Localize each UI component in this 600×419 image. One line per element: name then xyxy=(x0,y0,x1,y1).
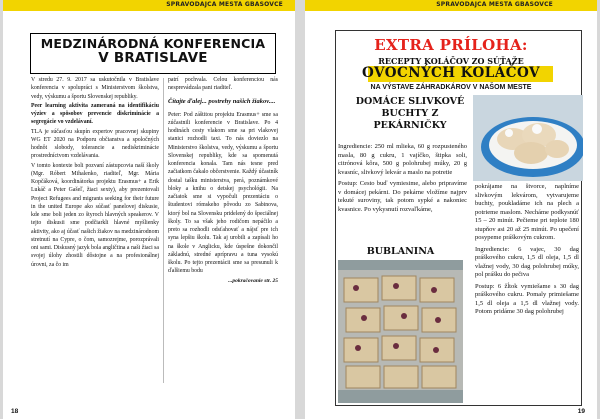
left-header-bar xyxy=(3,0,295,11)
exhibit-line: NA VÝSTAVE ZÁHRADKÁROV V NAŠOM MESTE xyxy=(370,84,532,91)
buns-photo xyxy=(473,95,583,181)
article-paragraph: Peer learning aktivita zameraná na identifikáciu výziev a spôsobov prevencie diskriminácie a segregácie vo vzdelávaní. xyxy=(31,102,159,126)
column-divider xyxy=(163,78,164,383)
recipe1-process: Postup: Cesto buď vymiesime, alebo pripravíme v domácej pekárni. Do pekárne vložíme najprv tekuté suroviny, tak potom sypké a nakoniec kvasnice. Po vykysnutí rozvaľkáme, xyxy=(338,180,467,213)
article-title-line2: V BRATISLAVE xyxy=(98,50,208,66)
article-title-line1: MEDZINÁRODNÁ KONFERENCIA xyxy=(40,36,266,51)
recipe-column-2 xyxy=(475,183,579,320)
continued-note: ...pokračovanie str. 25 xyxy=(228,277,278,284)
right-page xyxy=(305,0,597,419)
recipe1-text xyxy=(338,143,467,217)
article-paragraph: V stredu 27. 9. 2017 sa uskutočnila v Bratislave konferencia v spolupráci s Ministerstvom školstva, vedy, výskumu a športu Slovenskej republiky. xyxy=(31,77,159,100)
article-paragraph: Peter: Pod záštitou projektu Erasmus+ sme sa zúčastnili konferencie v Bratislave. Po 4 hodinách cesty vlakom sme sa pri vlakovej stanici rozhodli taxi. To nás doviezlo na Ministerstvo školstva, vedy, výskumu a športu Slovenskej republiky, kde sa spomenutá konferencia konala. Tam nás tesne pred začiatkom čakalo občerstvenie. Každý účastník dostal tašku ministerstva, perá, poznámkové bloky a knihu o detskej psychológii. Na začiatok sme si vypočuli prezentáciu o študentovi rómskeho pôvodu zo Sabinova, ktorý bol na Slovensku pridelený do špeciálnej školy. To sa však jeho rodičom nepáčilo a preto sa rozhodli odsťahovať a nájsť pre ich syna lepšiu školu. Tak aj urobili a zapísali ho na škole v Anglicku, kde úspešne dokončil základnú, stredné aprípravu a tuna vysokú školu. Po tejto prezentácii sme sa presunuli k ďalšiemu bodu xyxy=(168,111,278,275)
right-header-bar xyxy=(305,0,597,11)
recipe2-process: Postup: 6 žĺtok vymiešame s 30 dag práškového cukru. Pomaly primiešame 1,5 dl oleja a 1,5 dl vlažnej vody. Potom pridáme 30 dag polohrubej xyxy=(475,282,579,315)
cake-photo xyxy=(338,260,463,403)
extra-heading: EXTRA PRÍLOHA: xyxy=(374,36,528,54)
article-paragraph: patrí pochvala. Celou konferenciou nás nesprevádzala pani riaditeľ. xyxy=(168,77,278,92)
right-header-text: SPRAVODAJCA MESTA GBASOVCE xyxy=(436,1,553,8)
recipes-subheading: RECEPTY KOLÁČOV ZO SÚŤAŽE xyxy=(378,56,524,66)
supplement-title: OVOCNÝCH KOLÁČOV xyxy=(361,65,541,81)
right-page-number: 19 xyxy=(577,408,585,415)
recipe1-title: DOMÁCE SLIVKOVÉ BUCHTY Z PEKÁRNIČKY xyxy=(355,96,465,131)
recipe1-ingredients: Ingrediencie: 250 ml mlieka, 60 g rozpusteného masla, 80 g cukru, 1 vajíčko, štipka soli, citrónová kôra, 500 g polohrubej múky, 20 g kvasníc, slivkový lekvár a maslo na potretie xyxy=(338,143,467,176)
article-paragraph: V tomto kontexte boli pozvaní zástupcovia naší školy (Mgr. Róbert Mihalenko, riaditeľ, Mgr. Mária Kopčáková, koordinátorka projektu Erasmus+ a Erik Lukáč a Peter Gašeľ, žiaci sexty), aby prezentovali Project Refugees and migrants seeking for their future in the united Europe ako súčasť panelovej diskusie, kde sme boli jeden zo štyroch hlavných speakerov. V tejto diskusii sme podčiarkli hlavné myšlienky aktivity, ako aj účasť našich žiakov na medzinárodnom stretnutí na Cypre, o čom, samozrejme, porozprávali oni sami. Diskusný jazyk bola angličtina a naši žiaci sa svojej úlohy zhostili dôstojne a na profesionálnej úrovni, za čo im xyxy=(31,162,159,268)
recipe2-ingredients: Ingrediencie: 6 vajec, 30 dag práškového cukru, 1,5 dl oleja, 1,5 dl vlažnej vody, 30 dag polohrubej múky, pol prášku do pečiva xyxy=(475,245,579,278)
left-page-number: 18 xyxy=(11,408,19,415)
recipe2-title: BUBLANINA xyxy=(366,246,435,257)
left-page xyxy=(3,0,295,419)
article-column-1 xyxy=(31,76,159,270)
article-subheading: Čítajte ďalej... postrehy našich žiakov.... xyxy=(168,97,276,105)
article-title-box xyxy=(30,33,276,74)
article-column-2 xyxy=(168,76,278,286)
recipe1-continuation: pokrájame na štvorce, naplníme slivkovým lekvárom, vytvarujeme buchty, poukladáme ich na plech a potrieme maslom. Necháme podkysnúť 15 – 20 minút. Pečieme pri teplote 180 stupňov asi 20 až 25 minút. Po upečení posypeme práškovým cukrom. xyxy=(475,183,579,241)
left-header-text: SPRAVODAJCA MESTA GBASOVCE xyxy=(166,1,283,8)
article-paragraph: TLA je súčasťou skupín expertov pracovnej skupiny WG ET 2020 na Podporu občianstva a spoločných hodnôt slobody, tolerancie a nediskriminácie prostredníctvom vzdelávania. xyxy=(31,128,159,160)
